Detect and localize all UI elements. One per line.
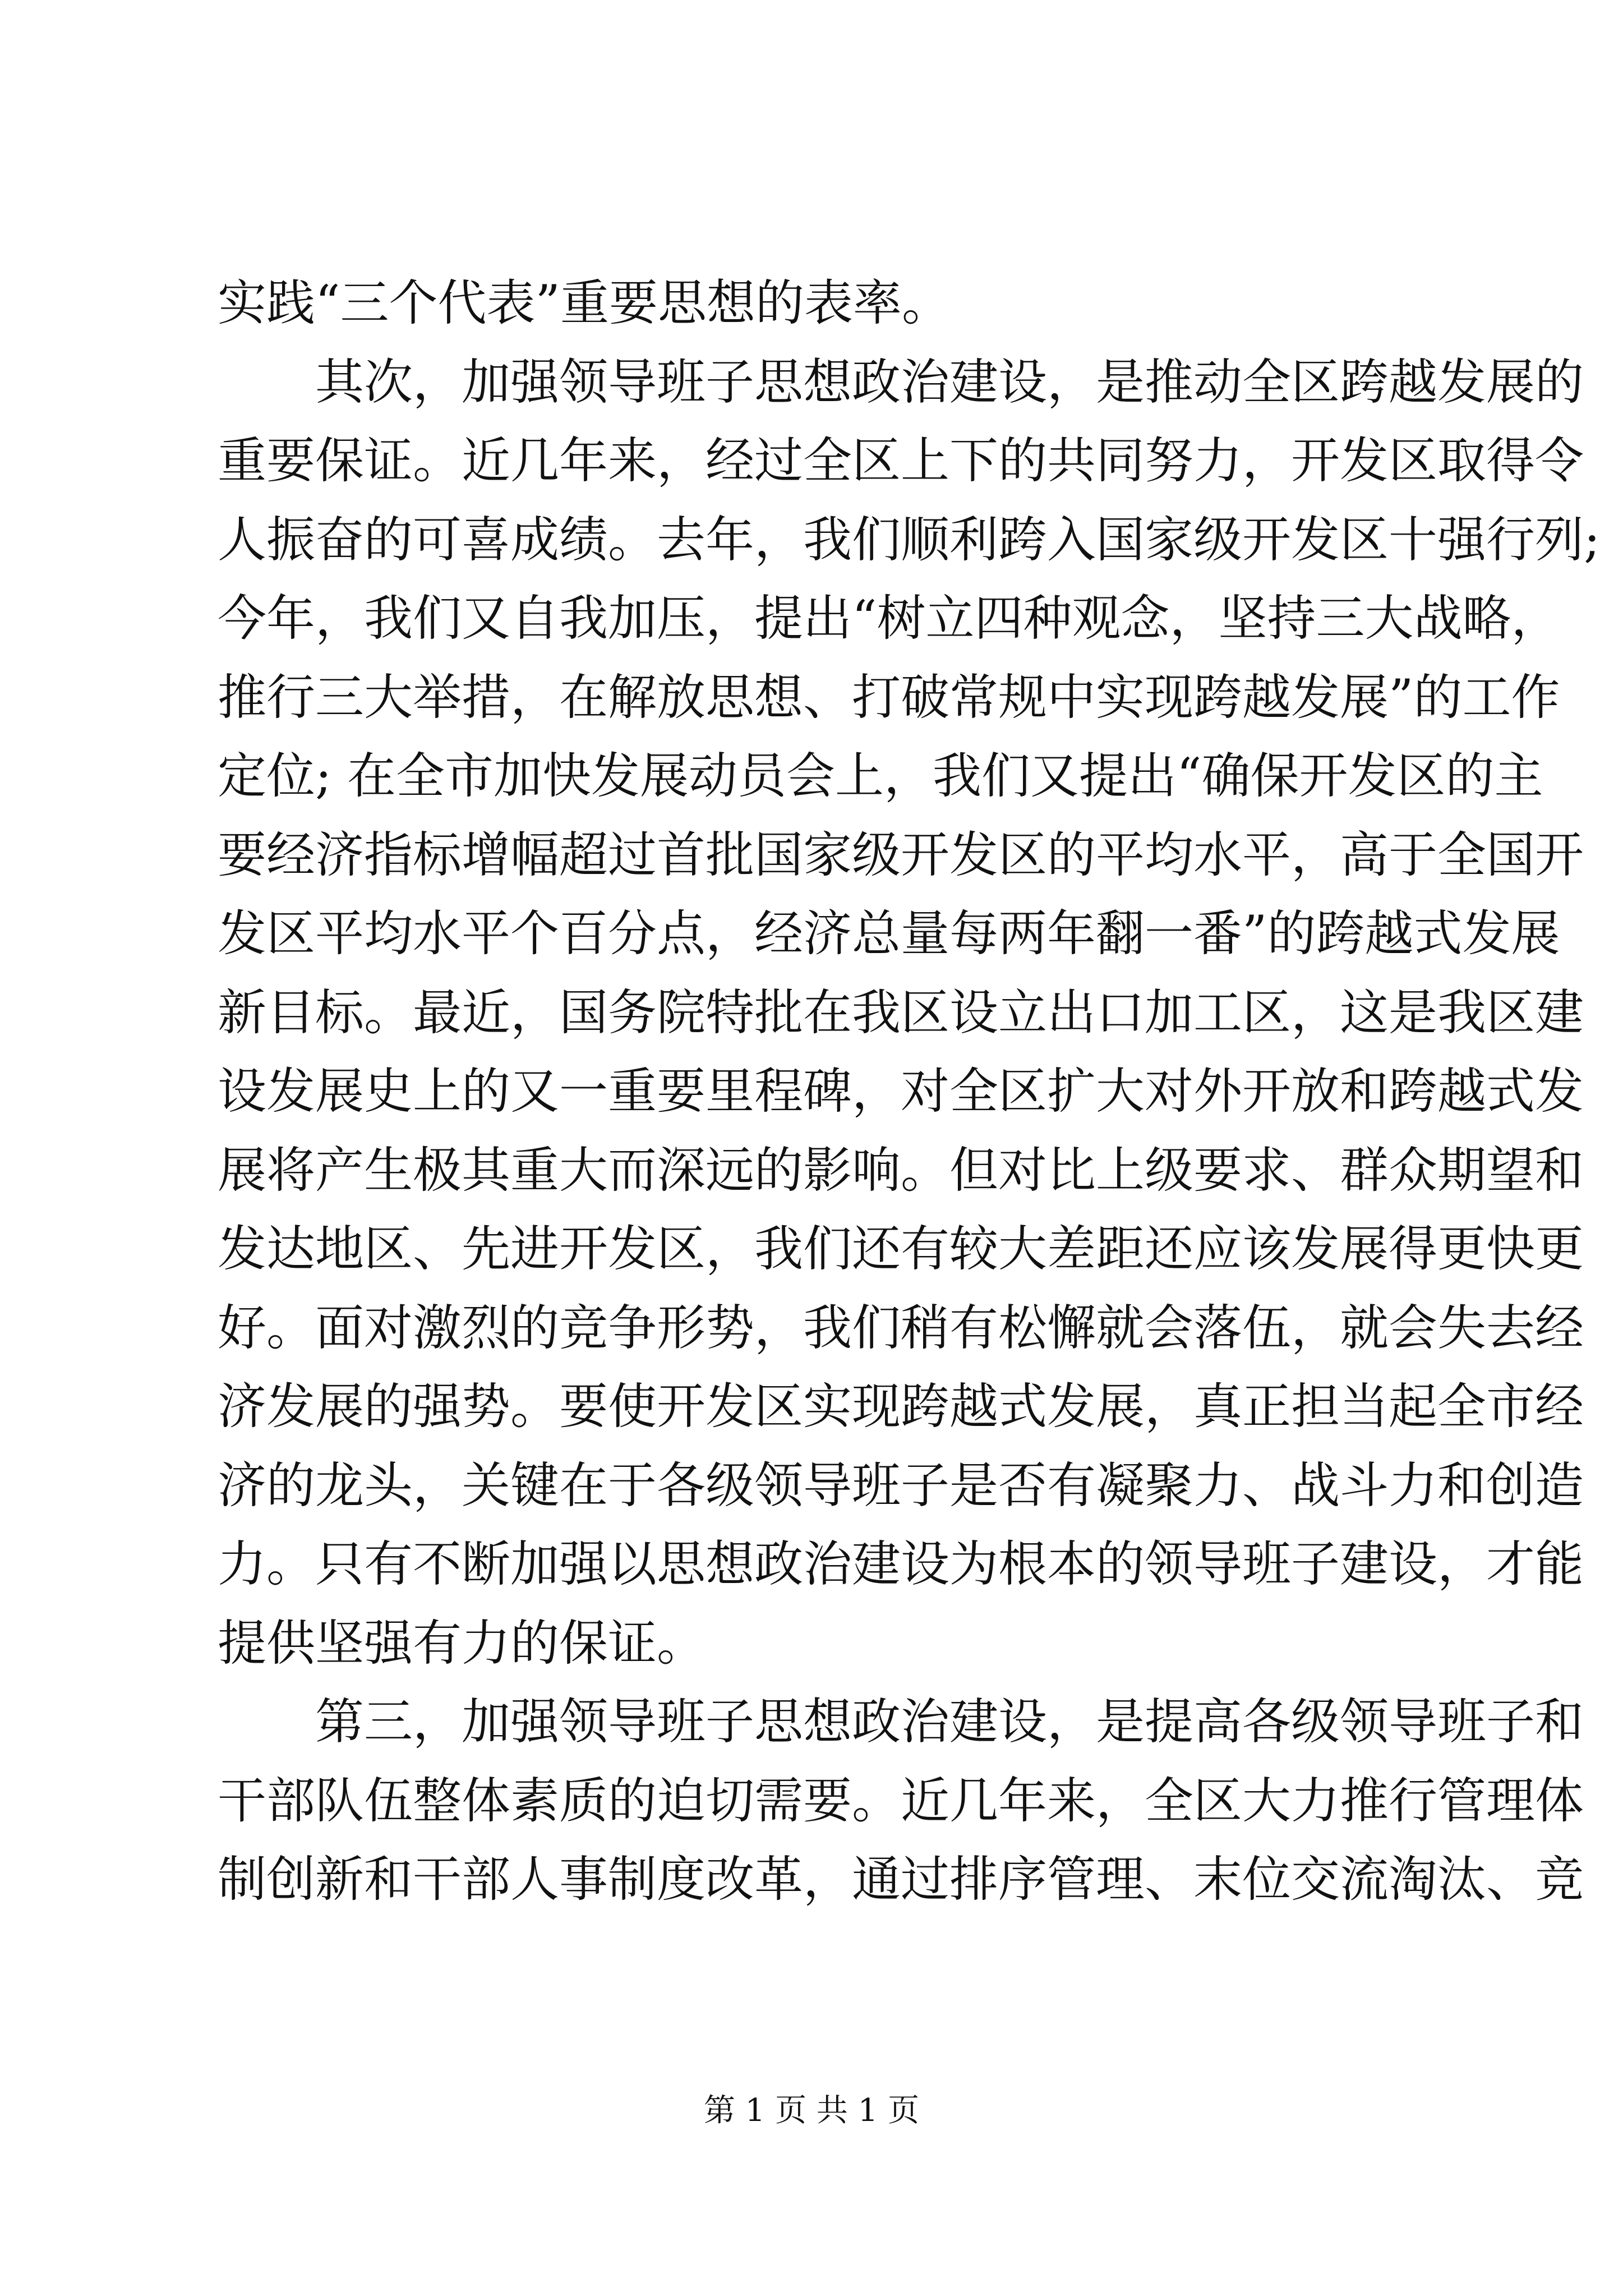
page-footer: 第 1 页 共 1 页 — [703, 2092, 920, 2129]
text-line: 干部队伍整体素质的迫切需要。近几年来，全区大力推行管理体 — [218, 1772, 1584, 1829]
text-line: 好。面对激烈的竞争形势，我们稍有松懈就会落伍，就会失去经 — [218, 1299, 1584, 1356]
text-line: 推行三大举措，在解放思想、打破常规中实现跨越发展”的工作 — [218, 668, 1560, 726]
text-line: 发达地区、先进开发区，我们还有较大差距还应该发展得更快更 — [218, 1220, 1584, 1277]
text-line: 发区平均水平个百分点，经济总量每两年翻一番”的跨越式发展 — [218, 905, 1560, 962]
text-line: 力。只有不断加强以思想政治建设为根本的领导班子建设，才能 — [218, 1535, 1584, 1593]
text-line: 实践“三个代表”重要思想的表率。 — [218, 274, 951, 332]
text-line: 展将产生极其重大而深远的影响。但对比上级要求、群众期望和 — [218, 1141, 1584, 1199]
text-line: 定位; 在全市加快发展动员会上，我们又提出“确保开发区的主 — [218, 747, 1543, 804]
text-line: 提供坚强有力的保证。 — [218, 1614, 706, 1672]
text-line: 要经济指标增幅超过首批国家级开发区的平均水平，高于全国开 — [218, 826, 1584, 884]
body-text — [218, 264, 1601, 1919]
text-line: 新目标。最近，国务院特批在我区设立出口加工区，这是我区建 — [218, 983, 1584, 1041]
text-line: 制创新和干部人事制度改革，通过排序管理、末位交流淘汰、竞 — [218, 1851, 1584, 1908]
text-line: 重要保证。近几年来，经过全区上下的共同努力，开发区取得令 — [218, 432, 1584, 489]
text-line: 济发展的强势。要使开发区实现跨越式发展，真正担当起全市经 — [218, 1378, 1584, 1435]
text-line: 第三，加强领导班子思想政治建设，是提高各级领导班子和 — [218, 1693, 1584, 1750]
text-line: 设发展史上的又一重要里程碑，对全区扩大对外开放和跨越式发 — [218, 1062, 1584, 1120]
text-line: 人振奋的可喜成绩。去年，我们顺利跨入国家级开发区十强行列; — [218, 510, 1601, 568]
text-line: 今年，我们又自我加压，提出“树立四种观念，坚持三大战略， — [218, 590, 1560, 647]
text-line: 济的龙头，关键在于各级领导班子是否有凝聚力、战斗力和创造 — [218, 1456, 1584, 1514]
text-line: 其次，加强领导班子思想政治建设，是推动全区跨越发展的 — [218, 353, 1584, 411]
